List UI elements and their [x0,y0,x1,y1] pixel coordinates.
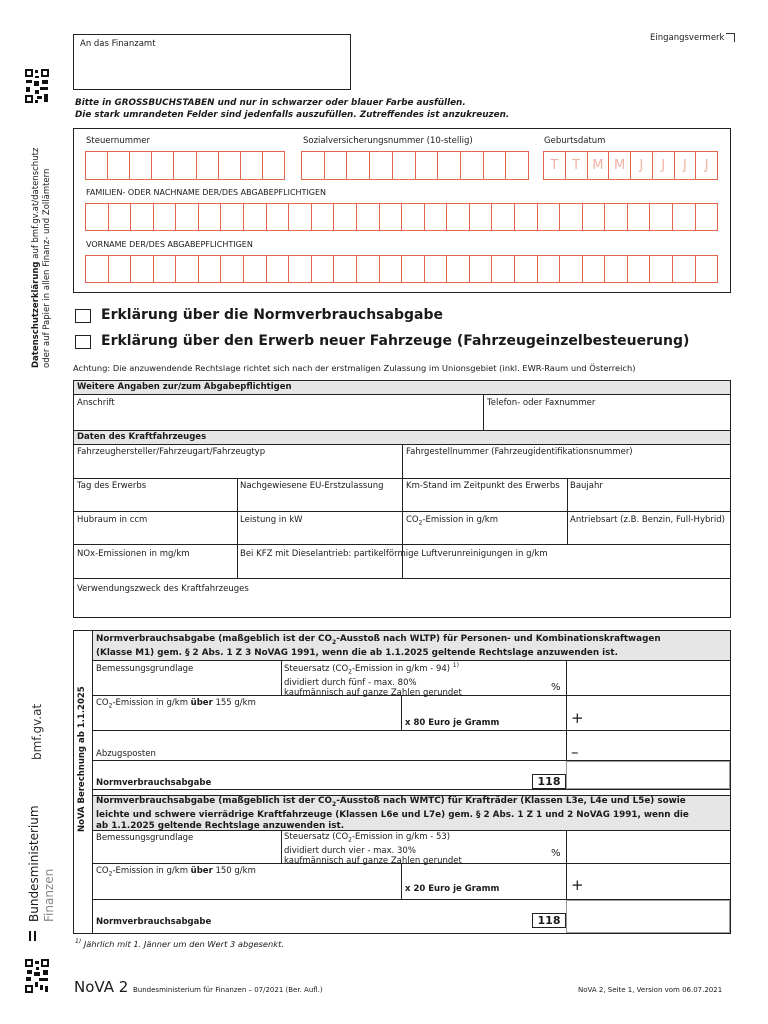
nova-total-label-2: Normverbrauchsabgabe [96,917,212,927]
plus-sign-2: + [571,876,584,894]
option-nova-label: Erklärung über die Normverbrauchsabgabe [101,307,443,323]
km-stand-label: Km-Stand im Zeitpunkt des Erwerbs [406,481,560,491]
steuersatz-1: Steuersatz ($CO_2$-Emission in g/km - 94) $^{1)}$ dividiert durch fünf - max. 80% kaufmännisch auf ganze Zahlen gerundet [284,662,462,698]
steuersatz-2: Steuersatz ($CO_2$-Emission in g/km - 53) dividiert durch vier - max. 30% kaufmännisch auf ganze Zahlen gerundet [284,832,462,866]
datenschutz-link[interactable]: auf bmf.gv.at/datenschutz [31,147,41,262]
antriebsart-label: Antriebsart (z.B. Benzin, Full-Hybrid) [570,515,725,525]
date-cell: M [609,152,631,179]
nova-s1-line2: (Klasse M1) gem. § 2 Abs. 1 Z 3 NoVAG 1991, wenn die ab 1.1.2025 geltende Rechtslage anzuwenden ist. [96,647,618,658]
eu-erst-label: Nachgewiesene EU-Erstzulassung [240,481,384,491]
publisher-info: Bundesministerium für Finanzen – 07/2021 (Ber. Aufl.) [133,986,323,994]
nova-total-1-field[interactable] [566,761,730,789]
date-cell: M [588,152,610,179]
steuernummer-input[interactable] [85,151,285,180]
code-118-2: 118 [532,913,566,928]
page-info: NoVA 2, Seite 1, Version vom 06.07.2021 [578,986,723,994]
anschrift-label: Anschrift [77,398,115,408]
eingangsvermerk-label: Eingangsvermerk [650,33,725,43]
qr-code-top [24,68,50,104]
geburtsdatum-input[interactable] [543,151,718,180]
logo-bar-1 [29,931,31,941]
euro-20-label: x 20 Euro je Gramm [405,884,500,894]
result-1-field[interactable] [567,661,730,694]
finanzamt-label: An das Finanzamt [80,39,156,49]
hubraum-label: Hubraum in ccm [77,515,148,525]
vorname-label: VORNAME DER/DES ABGABEPFLICHTIGEN [86,240,253,249]
kfz-header [74,431,730,444]
result-2-field[interactable] [567,831,730,862]
co2-ueber-155-label: $CO_2$-Emission in g/km über 155 g/km [96,698,256,710]
instruction-line-1: Bitte in GROSSBUCHSTABEN und nur in schwarzer oder blauer Farbe ausfüllen. [75,98,466,108]
nova-total-label-1: Normverbrauchsabgabe [96,778,212,788]
logo-bar-2 [34,931,36,941]
nova-s2-line2: leichte und schwere vierrädrige Kraftfahrzeuge (Klassen L6e und L7e) gem. § 2 Abs. 1 Z 1 und 2 NoVAG 1991, wenn die [96,809,689,820]
svnr-label: Sozialversicherungsnummer (10-stellig) [303,136,473,146]
footnote: $^{1)}$ Jährlich mit 1. Jänner um den Wert 3 abgesenkt. [75,938,284,949]
datenschutz-bold: Datenschutzerklärung [31,261,41,368]
steuersatz-1-field[interactable] [282,661,565,694]
euro-80-label: x 80 Euro je Gramm [405,718,500,728]
nova-s1-header [93,631,730,660]
co2-ueber-155-field[interactable] [93,708,400,730]
form-name: NoVA 2 [74,978,129,996]
date-cell: J [675,152,697,179]
corner-mark [726,33,735,42]
kfz-title: Daten des Kraftfahrzeuges [77,432,207,442]
diesel-label: Bei KFZ mit Dieselantrieb: partikelförmige Luftverunreinigungen in g/km [240,549,548,559]
achtung-note: Achtung: Die anzuwendende Rechtslage richtet sich nach der erstmaligen Zulassung im Unionsgebiet (inkl. EWR-Raum und Österreich) [73,363,636,373]
verwendung-label: Verwendungszweck des Kraftfahrzeuges [77,584,249,594]
geburtsdatum-label: Geburtsdatum [544,136,606,146]
instruction-line-2: Die stark umrandeten Felder sind jedenfalls auszufüllen. Zutreffendes ist anzukreuzen. [75,110,510,120]
finanzamt-box[interactable] [73,34,351,90]
date-cell: J [653,152,675,179]
svnr-input[interactable] [301,151,529,180]
date-cell: J [704,158,709,173]
vorname-input[interactable] [85,255,718,283]
nova-s1-line1: Normverbrauchsabgabe (maßgeblich ist der $CO_2$-Ausstoß nach WLTP) für Personen- und Kombinationskraftwagen [96,634,661,646]
leistung-label: Leistung in kW [240,515,303,525]
percent-1: % [551,682,561,693]
telefon-label: Telefon- oder Faxnummer [487,398,596,408]
ministry-finanzen: Finanzen [42,868,56,922]
bemessung-label-2: Bemessungsgrundlage [96,833,194,843]
fahrgestell-field[interactable] [403,445,730,477]
telefon-field[interactable] [484,395,730,429]
nova-s2-line1: Normverbrauchsabgabe (maßgeblich ist der $CO_2$-Ausstoß nach WMTC) für Krafträder (Klassen L3e, L4e und L5e) sowie [96,796,686,808]
percent-2: % [551,848,561,859]
plus-sign-1: + [571,709,584,727]
minus-sign: – [571,743,579,761]
steuersatz-2-field[interactable] [282,831,565,862]
date-cell: J [631,152,653,179]
co2-label: $CO_2$-Emission in g/km [406,515,498,527]
abzugsposten-label: Abzugsposten [96,749,156,759]
date-cell: T [544,152,566,179]
anschrift-field[interactable] [74,395,482,429]
steuernummer-label: Steuernummer [86,136,150,146]
datenschutz-line2: oder auf Papier in allen Finanz- und Zollämtern [42,168,52,368]
weitere-header [74,381,730,394]
bemessung-label-1: Bemessungsgrundlage [96,664,194,674]
nova-s2-header [93,795,730,831]
tag-erwerb-label: Tag des Erwerbs [77,481,147,491]
fahrgestell-label: Fahrgestellnummer (Fahrzeugidentifikationsnummer) [406,447,633,457]
ministry-name: Bundesministerium [27,805,41,922]
abzug-field[interactable] [567,731,730,760]
hersteller-label: Fahrzeughersteller/Fahrzeugart/Fahrzeugtyp [77,447,266,457]
option-nova-checkbox[interactable] [75,309,91,323]
code-118-1: 118 [532,774,566,789]
familienname-input[interactable] [85,203,718,231]
co2-ueber-150-field[interactable] [93,876,400,898]
nova-s2-line3: ab 1.1.2025 geltende Rechtslage anzuwenden ist. [96,820,345,831]
date-cell: T [566,152,588,179]
option-fahrzeug-label: Erklärung über den Erwerb neuer Fahrzeuge (Fahrzeugeinzelbesteuerung) [101,333,690,349]
weitere-title: Weitere Angaben zur/zum Abgabepflichtigen [77,382,292,392]
baujahr-label: Baujahr [570,481,603,491]
option-fahrzeug-checkbox[interactable] [75,335,91,349]
nox-label: NOx-Emissionen in mg/km [77,549,190,559]
verwendung-field[interactable] [74,579,730,617]
familienname-label: FAMILIEN- ODER NACHNAME DER/DES ABGABEPFLICHTIGEN [86,188,327,197]
co2-ueber-150-label: $CO_2$-Emission in g/km über 150 g/km [96,866,256,878]
qr-code-bottom [24,958,50,994]
hersteller-field[interactable] [74,445,401,477]
nova-total-2-field[interactable] [566,900,730,933]
